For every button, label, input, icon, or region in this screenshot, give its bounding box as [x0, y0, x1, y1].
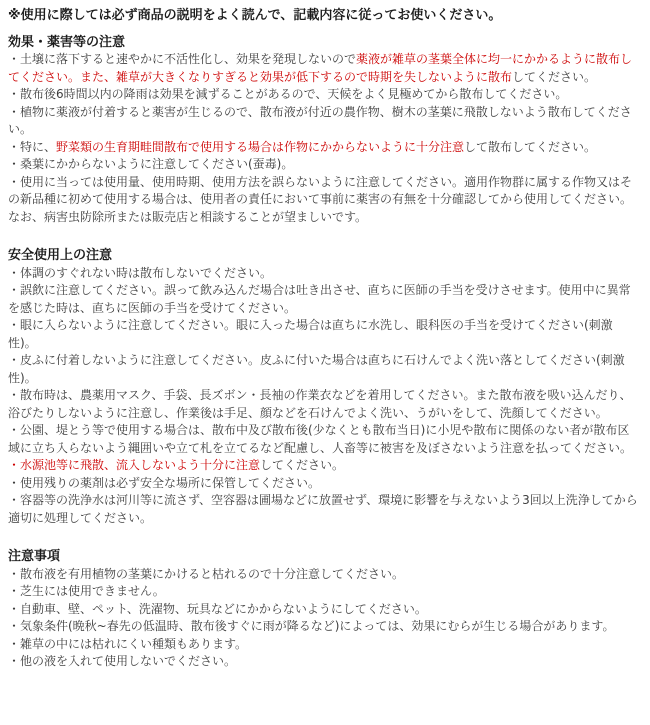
list-item: [8, 583, 641, 601]
section-title: 効果・薬害等の注意: [8, 34, 126, 50]
body-text: ・皮ふに付着しないように注意してください。皮ふに付いた場合は直ちに石けんでよく洗い落としてください(刺激性)。: [8, 353, 625, 385]
body-text: ・誤飲に注意してください。誤って飲み込んだ場合は吐き出させ、直ちに医師の手当を受けさせます。使用中に異常を感じた時は、直ちに医師の手当を受けてください。: [8, 283, 631, 315]
list-item: [8, 422, 641, 457]
list-item: [8, 492, 641, 527]
list-item: [8, 86, 641, 104]
body-text: ・眼に入らないように注意してください。眼に入った場合は直ちに水洗し、眼科医の手当を受けてください(刺激性)。: [8, 318, 613, 350]
body-text: ・散布時は、農薬用マスク、手袋、長ズボン・長袖の作業衣などを着用してください。また散布液を吸い込んだり、浴びたりしないように注意し、作業後は手足、顔などを石けんでよく洗い、うがいをして、洗顔してください。: [8, 388, 632, 420]
body-text: ・散布後6時間以内の降雨は効果を減ずることがあるので、天候をよく見極めてから散布してください。: [8, 87, 568, 101]
body-text: ・公園、堤とう等で使用する場合は、散布中及び散布後(少なくとも散布当日)に小児や散布に関係のない者が散布区域に立ち入らないよう縄囲いや立て札を立てるなど配慮し、人畜等に被害を及ぼさないよう注意を払ってください。: [8, 423, 633, 455]
body-text: ・桑葉にかからないように注意してください(蚕毒)。: [8, 157, 294, 171]
body-text: ・使用残りの薬剤は必ず安全な場所に保管してください。: [8, 475, 321, 490]
section-2: [8, 527, 641, 671]
body-text: して散布してください。: [464, 139, 597, 154]
list-item: [8, 265, 641, 283]
sections-container: [8, 25, 641, 671]
list-item: [8, 653, 641, 671]
list-item: [8, 457, 641, 475]
list-item: [8, 636, 641, 654]
list-item: [8, 601, 641, 619]
body-text: ・使用に当っては使用量、使用時期、使用方法を誤らないように注意してください。適用作物群に属する作物又はその新品種に初めて使用する場合は、使用者の責任において事前に薬害の有無を十分確認してから使用してください。なお、病害虫防除所または販売店と相談することが望ましいです。: [8, 174, 633, 224]
warning-text-red: ・水源池等に飛散、流入しないよう十分に注意: [8, 458, 261, 472]
list-item: [8, 51, 641, 86]
body-text: ・容器等の洗浄水は河川等に流さず、空容器は圃場などに放置せず、環境に影響を与えないよう3回以上洗浄してから適切に処理してください。: [8, 493, 638, 525]
body-text: ・特に、: [8, 139, 57, 154]
list-item: [8, 566, 641, 584]
list-item: [8, 174, 641, 227]
list-item: [8, 282, 641, 317]
body-text: ・土壌に落下すると速やかに不活性化し、効果を発現しないので: [8, 52, 357, 66]
warning-text-red: 薬液が雑草の茎葉全体に均一にかかるように散布してください。また、雑草が大きくなりすぎると効果が低下するので時期を失しないように散布: [8, 52, 633, 84]
section-title: 注意事項: [8, 549, 61, 564]
list-item: [8, 156, 641, 174]
body-text: ・散布液を有用植物の茎葉にかけると枯れるので十分注意してください。: [8, 566, 405, 581]
list-item: [8, 317, 641, 352]
list-item: [8, 139, 641, 157]
warning-text-red: 野菜類の生育期畦間散布で使用する場合は作物にかからないように十分注意: [56, 139, 465, 154]
usage-notice-header: ※使用に際しては必ず商品の説明をよく読んで、記載内容に従ってお使いください。: [8, 8, 502, 23]
section-1: [8, 226, 641, 527]
body-text: してください。: [512, 69, 597, 84]
body-text: ・気象条件(晩秋~春先の低温時、散布後すぐに雨が降るなど)によっては、効果にむらが生じる場合があります。: [8, 619, 615, 633]
body-text: ・体調のすぐれない時は散布しないでください。: [8, 265, 273, 280]
list-item: [8, 104, 641, 139]
section-0: [8, 25, 641, 227]
body-text: ・他の液を入れて使用しないでください。: [8, 654, 237, 668]
body-text: ・植物に薬液が付着すると薬害が生じるので、散布液が付近の農作物、樹木の茎葉に飛散しないよう散布してください。: [8, 104, 632, 136]
body-text: ・雑草の中には枯れにくい種類もあります。: [8, 636, 248, 651]
section-title: 安全使用上の注意: [8, 248, 113, 263]
body-text: ・芝生には使用できません。: [8, 584, 165, 598]
list-item: [8, 352, 641, 387]
list-item: [8, 475, 641, 493]
list-item: [8, 618, 641, 636]
list-item: [8, 387, 641, 422]
body-text: してください。: [260, 458, 345, 472]
body-text: ・自動車、壁、ペット、洗濯物、玩具などにかからないようにしてください。: [8, 601, 427, 616]
